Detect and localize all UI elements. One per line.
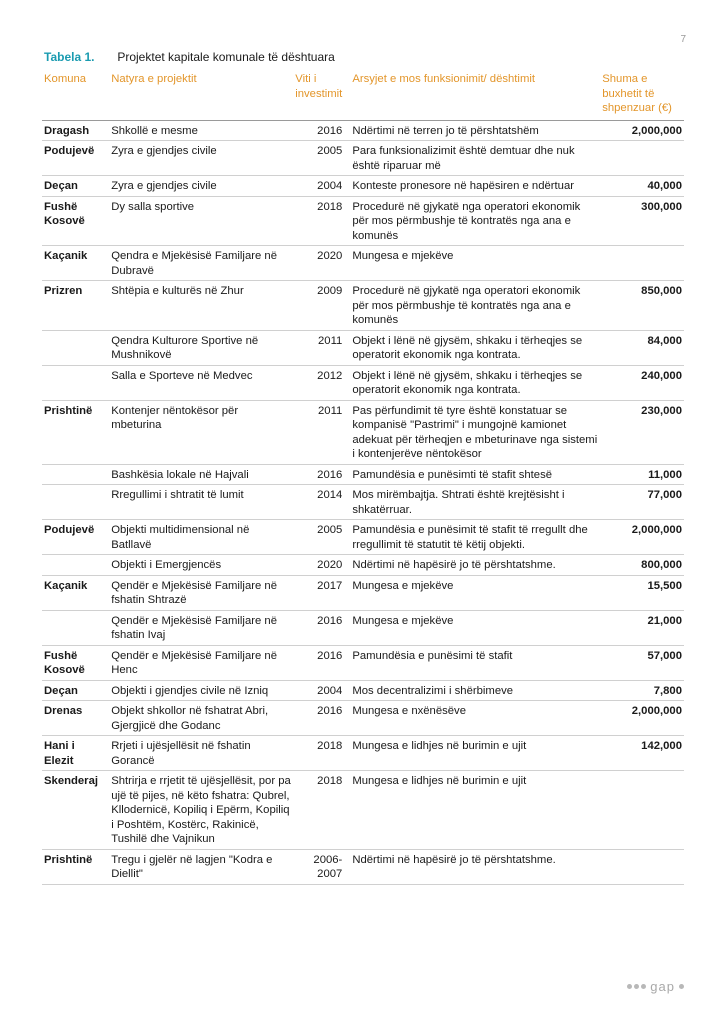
cell-natyra: Dy salla sportive	[111, 200, 195, 213]
cell-viti: 2016	[317, 705, 343, 717]
table-row	[42, 400, 684, 464]
table-row	[42, 464, 684, 485]
projects-table	[42, 70, 684, 885]
table-row	[42, 176, 684, 197]
cell-arsyjet: Mungesa e nxënësëve	[352, 705, 466, 717]
cell-viti: 2011	[318, 404, 343, 417]
header-shuma: Shuma e buxhetit të shpenzuar (€)	[602, 73, 672, 114]
cell-shuma	[600, 849, 684, 884]
cell-komuna: Prizren	[44, 285, 83, 297]
cell-natyra: Qendra Kulturore Sportive në Mushnikovë	[111, 334, 259, 361]
cell-natyra: Bashkësia lokale në Hajvali	[111, 468, 249, 481]
cell-komuna: Podujevë	[44, 524, 95, 536]
table-row	[42, 680, 684, 701]
cell-komuna: Deçan	[44, 684, 78, 697]
cell-komuna: Drenas	[44, 705, 83, 717]
cell-viti: 2005	[317, 524, 343, 536]
table-row	[42, 141, 684, 176]
table-header-row	[42, 70, 684, 120]
cell-shuma: 77,000	[647, 489, 682, 501]
table-row	[42, 196, 684, 246]
cell-arsyjet: Pas përfundimit të tyre është konstatuar se kompanisë "Pastrimi" i mungojnë kamionet adekuat për tërheqjen e mbeturinave nga sistemi i kontenjerëve nëntokësor	[352, 404, 598, 460]
cell-viti: 2006-2007	[313, 853, 343, 880]
logo-dot-icon	[679, 984, 684, 989]
cell-komuna: Fushë Kosovë	[44, 649, 85, 676]
cell-shuma: 800,000	[641, 559, 682, 571]
table-row	[42, 281, 684, 331]
cell-arsyjet: Mungesa e mjekëve	[352, 250, 454, 262]
cell-komuna: Dragash	[44, 124, 90, 137]
cell-shuma: 84,000	[647, 334, 682, 347]
cell-shuma: 300,000	[641, 200, 682, 213]
table-row	[42, 365, 684, 400]
cell-natyra: Rrjeti i ujësjellësit në fshatin Gorancë	[111, 740, 251, 767]
cell-shuma: 40,000	[647, 180, 682, 192]
cell-komuna: Hani i Elezit	[44, 740, 75, 767]
cell-komuna: Deçan	[44, 180, 78, 192]
cell-natyra: Objekt shkollor në fshatrat Abri, Gjergjicë dhe Godanc	[111, 705, 269, 732]
cell-viti: 2018	[317, 740, 343, 752]
cell-viti: 2016	[317, 614, 343, 627]
cell-arsyjet: Para funksionalizimit është demtuar dhe nuk është riparuar më	[352, 145, 575, 172]
cell-komuna	[42, 365, 109, 400]
cell-komuna: Podujevë	[44, 145, 95, 157]
cell-shuma	[600, 771, 684, 850]
cell-komuna: Skenderaj	[44, 775, 99, 787]
cell-arsyjet: Mungesa e lidhjes në burimin e ujit	[352, 740, 527, 752]
header-komuna: Komuna	[44, 73, 87, 85]
cell-natyra: Zyra e gjendjes civile	[111, 145, 217, 157]
cell-arsyjet: Objekt i lënë në gjysëm, shkaku i tërheqjes se operatorit ekonomik nga kontrata.	[352, 334, 583, 361]
cell-arsyjet: Procedurë në gjykatë nga operatori ekonomik për mos përmbushje të kontratës nga ana e komunës	[352, 200, 581, 242]
cell-arsyjet: Ndërtimi në hapësirë jo të përshtatshme.	[352, 559, 556, 571]
cell-viti: 2016	[317, 649, 343, 662]
table-label: Tabela 1.	[44, 50, 95, 64]
cell-viti: 2016	[317, 468, 343, 481]
cell-natyra: Kontenjer nëntokësor për mbeturina	[111, 404, 239, 431]
cell-shuma: 15,500	[647, 579, 682, 592]
cell-natyra: Objekti multidimensional në Batllavë	[111, 524, 250, 551]
cell-shuma: 11,000	[648, 468, 682, 481]
cell-shuma: 230,000	[641, 404, 682, 417]
table-row	[42, 520, 684, 555]
cell-arsyjet: Mungesa e lidhjes në burimin e ujit	[352, 775, 527, 787]
cell-arsyjet: Pamundësia e punësimi të stafit	[352, 649, 513, 662]
table-row	[42, 610, 684, 645]
cell-komuna	[42, 555, 109, 576]
cell-viti: 2014	[317, 489, 343, 501]
table-row	[42, 849, 684, 884]
table-row	[42, 330, 684, 365]
cell-komuna: Fushë Kosovë	[44, 200, 85, 227]
cell-shuma: 850,000	[641, 285, 682, 297]
cell-viti: 2018	[317, 775, 343, 787]
cell-natyra: Zyra e gjendjes civile	[111, 180, 217, 192]
cell-komuna: Kaçanik	[44, 579, 88, 592]
cell-komuna	[42, 464, 109, 485]
header-viti: Viti i investimit	[295, 73, 343, 100]
cell-shuma: 240,000	[641, 369, 682, 382]
table-row	[42, 485, 684, 520]
table-row	[42, 701, 684, 736]
cell-viti: 2012	[317, 369, 343, 382]
table-row	[42, 120, 684, 141]
cell-viti: 2020	[317, 250, 343, 262]
table-caption	[44, 50, 335, 64]
cell-natyra: Qendër e Mjekësisë Familjare në fshatin Shtrazë	[111, 579, 277, 606]
cell-komuna	[42, 485, 109, 520]
cell-natyra: Shkollë e mesme	[111, 124, 198, 137]
cell-arsyjet: Procedurë në gjykatë nga operatori ekonomik për mos përmbushje të kontratës nga ana e komunës	[352, 285, 581, 326]
page-number: 7	[680, 34, 686, 45]
cell-viti: 2009	[317, 285, 343, 297]
table-body	[42, 120, 684, 884]
gap-logo	[627, 979, 684, 994]
cell-arsyjet: Konteste pronesore në hapësiren e ndërtuar	[352, 180, 575, 192]
cell-viti: 2004	[317, 684, 343, 697]
cell-natyra: Objekti i gjendjes civile në Izniq	[111, 684, 269, 697]
table-title: Projektet kapitale komunale të dështuara	[117, 50, 335, 64]
cell-komuna: Prishtinë	[44, 853, 93, 866]
table-row	[42, 645, 684, 680]
header-natyra: Natyra e projektit	[111, 73, 197, 85]
cell-shuma: 2,000,000	[631, 705, 682, 717]
cell-komuna: Prishtinë	[44, 404, 93, 417]
cell-natyra: Qendër e Mjekësisë Familjare në Henc	[111, 649, 277, 676]
cell-komuna	[42, 330, 109, 365]
table-row	[42, 736, 684, 771]
cell-natyra: Qendra e Mjekësisë Familjare në Dubravë	[111, 250, 277, 277]
cell-arsyjet: Objekt i lënë në gjysëm, shkaku i tërheqjes se operatorit ekonomik nga kontrata.	[352, 369, 583, 396]
cell-natyra: Tregu i gjelër në lagjen "Kodra e Diellit"	[111, 853, 273, 880]
cell-shuma: 57,000	[647, 649, 682, 662]
header-arsyjet: Arsyjet e mos funksionimit/ dështimit	[352, 73, 536, 85]
cell-viti: 2017	[317, 579, 343, 592]
cell-shuma: 7,800	[653, 684, 682, 697]
cell-natyra: Rregullimi i shtratit të lumit	[111, 489, 244, 501]
cell-shuma: 21,000	[647, 614, 682, 627]
cell-viti: 2004	[317, 180, 343, 192]
cell-arsyjet: Pamundësia e punësimit të stafit të rregullt dhe rregullimit të statutit të këtij objekti.	[352, 524, 588, 551]
cell-natyra: Objekti i Emergjencës	[111, 559, 222, 571]
cell-komuna: Kaçanik	[44, 250, 88, 262]
cell-viti: 2011	[318, 334, 343, 347]
cell-natyra: Qendër e Mjekësisë Familjare në fshatin Ivaj	[111, 614, 277, 641]
cell-arsyjet: Mungesa e mjekëve	[352, 614, 454, 627]
cell-viti: 2020	[317, 559, 343, 571]
table-row	[42, 575, 684, 610]
cell-natyra: Shtrirja e rrjetit të ujësjellësit, por pa ujë të pijes, në këto fshatra: Qubrel, Kllodernicë, Kopiliq i Epërm, Kopiliq i Poshtëm, Kostërc, Rakinicë, Tushilë dhe Vajnikun	[111, 775, 291, 845]
table-row	[42, 246, 684, 281]
cell-arsyjet: Pamundësia e punësimti të stafit shtesë	[352, 468, 552, 481]
cell-arsyjet: Mos decentralizimi i shërbimeve	[352, 684, 514, 697]
logo-text: gap	[650, 979, 675, 994]
cell-viti: 2016	[317, 124, 343, 137]
cell-shuma	[600, 141, 684, 176]
logo-dot-icon	[634, 984, 639, 989]
cell-viti: 2018	[317, 200, 343, 213]
cell-natyra: Shtëpia e kulturës në Zhur	[111, 285, 244, 297]
cell-shuma: 2,000,000	[631, 124, 682, 137]
cell-natyra: Salla e Sporteve në Medvec	[111, 369, 253, 382]
table-row	[42, 555, 684, 576]
logo-dot-icon	[641, 984, 646, 989]
cell-arsyjet: Ndërtimi në hapësirë jo të përshtatshme.	[352, 853, 556, 866]
cell-viti: 2005	[317, 145, 343, 157]
cell-arsyjet: Ndërtimi në terren jo të përshtatshëm	[352, 124, 539, 137]
cell-shuma: 2,000,000	[631, 524, 682, 536]
table-row	[42, 771, 684, 850]
cell-arsyjet: Mos mirëmbajtja. Shtrati është krejtësisht i shkatërruar.	[352, 489, 565, 516]
cell-arsyjet: Mungesa e mjekëve	[352, 579, 454, 592]
cell-shuma	[600, 246, 684, 281]
logo-dot-icon	[627, 984, 632, 989]
cell-shuma: 142,000	[641, 740, 682, 752]
cell-komuna	[42, 610, 109, 645]
